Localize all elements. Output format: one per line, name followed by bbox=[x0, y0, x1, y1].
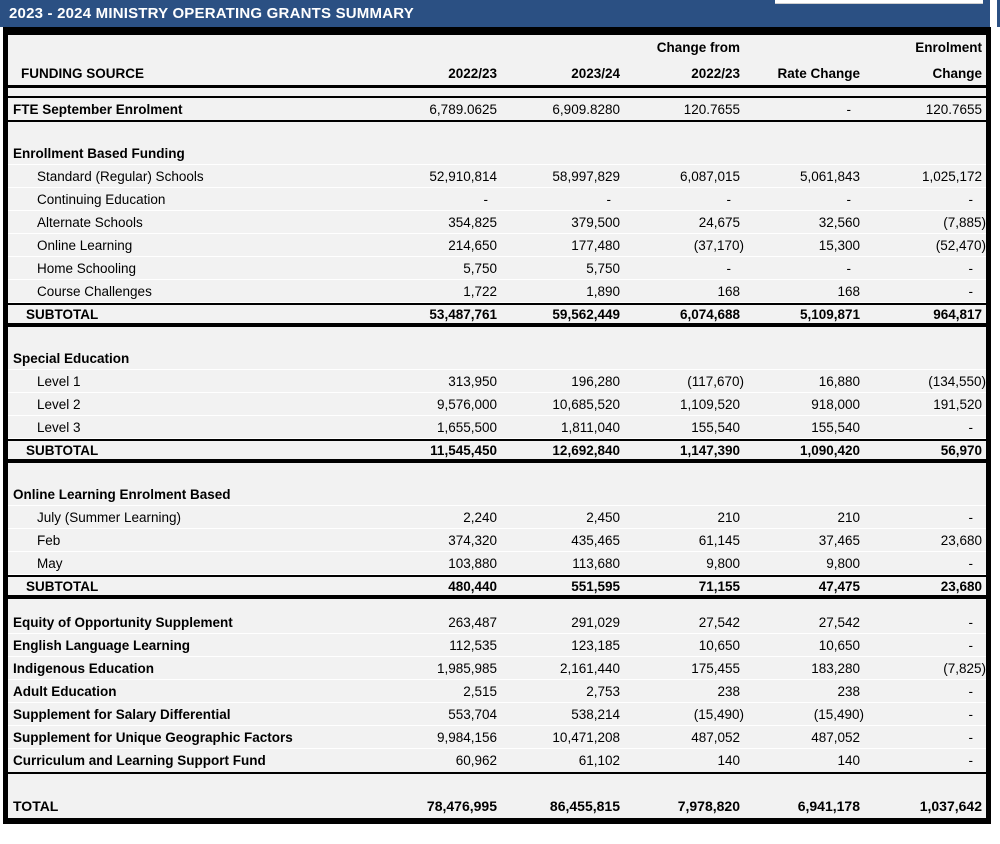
row-value: 487,052 bbox=[691, 729, 740, 745]
row-value: - bbox=[726, 260, 731, 276]
row-value: 964,817 bbox=[933, 306, 982, 322]
row-value: 177,480 bbox=[571, 237, 620, 253]
row-value: 2,240 bbox=[463, 509, 497, 525]
row-value: - bbox=[483, 191, 488, 207]
table-row bbox=[8, 575, 986, 599]
row-value: 538,214 bbox=[571, 706, 620, 722]
spacer-row bbox=[8, 327, 986, 347]
row-value: 10,650 bbox=[818, 637, 860, 653]
row-label: Enrollment Based Funding bbox=[13, 145, 185, 161]
row-label: Level 3 bbox=[37, 419, 81, 435]
row-value: 32,560 bbox=[818, 214, 860, 230]
row-value: 56,970 bbox=[940, 442, 982, 458]
row-value: 120.7655 bbox=[925, 101, 982, 117]
row-value: - bbox=[968, 260, 973, 276]
row-label: SUBTOTAL bbox=[26, 306, 99, 322]
page-title: 2023 - 2024 MINISTRY OPERATING GRANTS SUMMARY bbox=[9, 5, 414, 22]
row-value: - bbox=[968, 729, 973, 745]
row-value: 113,680 bbox=[572, 555, 620, 571]
row-value: 123,185 bbox=[571, 637, 620, 653]
row-value: (117,670) bbox=[687, 373, 744, 389]
row-value: 1,890 bbox=[586, 283, 620, 299]
row-value: - bbox=[846, 260, 851, 276]
row-value: 1,037,642 bbox=[919, 797, 982, 814]
row-value: 23,680 bbox=[940, 532, 982, 548]
row-value: 10,685,520 bbox=[552, 396, 620, 412]
row-label: FTE September Enrolment bbox=[13, 101, 183, 117]
table-row bbox=[8, 794, 986, 818]
row-value: (134,550) bbox=[928, 373, 986, 389]
row-value: 16,880 bbox=[818, 373, 860, 389]
row-value: 6,941,178 bbox=[797, 797, 860, 814]
row-value: - bbox=[968, 509, 973, 525]
row-value: 9,800 bbox=[826, 555, 860, 571]
row-value: 71,155 bbox=[698, 578, 740, 594]
row-label: Feb bbox=[37, 532, 61, 548]
header-blank bbox=[384, 40, 501, 61]
row-value: 155,540 bbox=[691, 419, 740, 435]
header-rate-change: Rate Change bbox=[777, 66, 860, 81]
row-value: (37,170) bbox=[693, 237, 744, 253]
row-value: 191,520 bbox=[933, 396, 982, 412]
row-value: 210 bbox=[717, 509, 740, 525]
row-value: 1,811,040 bbox=[560, 419, 620, 435]
row-value: 1,109,520 bbox=[679, 396, 740, 412]
table-row bbox=[8, 303, 986, 327]
row-label: Indigenous Education bbox=[13, 660, 154, 676]
table-row bbox=[8, 98, 986, 122]
row-value: 47,475 bbox=[818, 578, 860, 594]
row-value: (7,825) bbox=[943, 660, 986, 676]
header-enrolment-line1: Enrolment bbox=[915, 40, 982, 55]
row-value: - bbox=[968, 419, 973, 435]
row-value: 435,465 bbox=[571, 532, 620, 548]
row-label: SUBTOTAL bbox=[26, 442, 99, 458]
row-value: - bbox=[968, 555, 973, 571]
row-value: 155,540 bbox=[811, 419, 860, 435]
row-value: 1,090,420 bbox=[799, 442, 860, 458]
title-bar bbox=[0, 0, 990, 27]
row-value: 1,722 bbox=[463, 283, 497, 299]
row-value: (52,470) bbox=[935, 237, 986, 253]
header-row-top bbox=[8, 40, 986, 61]
row-label: Level 2 bbox=[37, 396, 81, 412]
row-value: 23,680 bbox=[940, 578, 982, 594]
table-row bbox=[8, 370, 986, 393]
row-value: 175,455 bbox=[691, 660, 740, 676]
row-value: 354,825 bbox=[448, 214, 497, 230]
row-value: - bbox=[968, 706, 973, 722]
row-value: - bbox=[846, 191, 851, 207]
table-row bbox=[8, 611, 986, 634]
row-value: 15,300 bbox=[818, 237, 860, 253]
row-value: 6,909.8280 bbox=[552, 101, 620, 117]
row-value: 58,997,829 bbox=[552, 168, 620, 184]
row-value: 37,465 bbox=[818, 532, 860, 548]
row-value: 10,650 bbox=[698, 637, 740, 653]
row-value: 6,789.0625 bbox=[429, 101, 497, 117]
row-value: 313,950 bbox=[448, 373, 497, 389]
table-row bbox=[8, 483, 986, 506]
table-row bbox=[8, 347, 986, 370]
row-value: 2,161,440 bbox=[559, 660, 620, 676]
row-label: Level 1 bbox=[37, 373, 81, 389]
row-value: (15,490) bbox=[813, 706, 864, 722]
table-row bbox=[8, 211, 986, 234]
row-value: 60,962 bbox=[455, 753, 497, 768]
row-value: (15,490) bbox=[693, 706, 744, 722]
row-value: 6,074,688 bbox=[679, 306, 740, 322]
spacer-row bbox=[8, 774, 986, 794]
table-row bbox=[8, 726, 986, 749]
row-value: 238 bbox=[837, 683, 860, 699]
row-value: 1,655,500 bbox=[436, 419, 497, 435]
row-value: 2,450 bbox=[586, 509, 620, 525]
row-value: 7,978,820 bbox=[677, 797, 740, 814]
row-value: 2,753 bbox=[586, 683, 620, 699]
row-value: - bbox=[846, 101, 851, 117]
row-value: 11,545,450 bbox=[430, 442, 497, 458]
cutoff-white-box bbox=[775, 0, 983, 4]
row-value: 112,535 bbox=[449, 637, 497, 653]
header-blank bbox=[8, 40, 384, 61]
header-row-bottom bbox=[8, 61, 986, 85]
row-label: Standard (Regular) Schools bbox=[37, 168, 204, 184]
row-value: 78,476,995 bbox=[426, 797, 497, 814]
table-row bbox=[8, 657, 986, 680]
row-value: 480,440 bbox=[448, 578, 497, 594]
row-value: 53,487,761 bbox=[429, 306, 497, 322]
table-row bbox=[8, 529, 986, 552]
row-value: 103,880 bbox=[448, 555, 497, 571]
table-row bbox=[8, 680, 986, 703]
row-value: 10,471,208 bbox=[552, 729, 620, 745]
table-row bbox=[8, 552, 986, 575]
row-value: 140 bbox=[717, 753, 740, 768]
row-value: 6,087,015 bbox=[679, 168, 740, 184]
row-value: 291,029 bbox=[571, 614, 620, 630]
row-value: 168 bbox=[717, 283, 740, 299]
row-label: TOTAL bbox=[13, 797, 59, 814]
table-row bbox=[8, 234, 986, 257]
row-value: - bbox=[726, 191, 731, 207]
row-value: 86,455,815 bbox=[549, 797, 620, 814]
header-spacer-row bbox=[8, 88, 986, 98]
row-value: 59,562,449 bbox=[552, 306, 620, 322]
row-label: Curriculum and Learning Support Fund bbox=[13, 753, 266, 768]
row-value: 27,542 bbox=[698, 614, 740, 630]
table-row bbox=[8, 188, 986, 211]
row-value: 5,061,843 bbox=[799, 168, 860, 184]
table-row bbox=[8, 634, 986, 657]
row-value: 379,500 bbox=[571, 214, 620, 230]
table-row bbox=[8, 142, 986, 165]
row-label: July (Summer Learning) bbox=[37, 509, 182, 525]
row-label: Adult Education bbox=[13, 683, 117, 699]
table-row bbox=[8, 280, 986, 303]
row-label: SUBTOTAL bbox=[26, 578, 99, 594]
table-body bbox=[8, 98, 986, 818]
table-row bbox=[8, 703, 986, 726]
row-value: - bbox=[968, 753, 973, 768]
row-value: 52,910,814 bbox=[429, 168, 497, 184]
table-header bbox=[8, 35, 986, 88]
header-blank bbox=[744, 40, 864, 61]
table-row bbox=[8, 393, 986, 416]
header-change-from-line2: 2022/23 bbox=[691, 66, 740, 81]
row-value: 918,000 bbox=[811, 396, 860, 412]
row-value: - bbox=[968, 637, 973, 653]
row-label: Online Learning bbox=[37, 237, 133, 253]
spacer-row bbox=[8, 599, 986, 611]
row-value: (7,885) bbox=[943, 214, 986, 230]
row-value: - bbox=[606, 191, 611, 207]
row-label: Supplement for Unique Geographic Factors bbox=[13, 729, 293, 745]
row-label: Equity of Opportunity Supplement bbox=[13, 614, 233, 630]
table-row bbox=[8, 439, 986, 463]
row-value: 1,025,172 bbox=[921, 168, 982, 184]
row-value: 9,984,156 bbox=[436, 729, 497, 745]
row-value: 24,675 bbox=[698, 214, 740, 230]
header-2023-24: 2023/24 bbox=[571, 66, 620, 81]
table-row bbox=[8, 165, 986, 188]
row-label: Online Learning Enrolment Based bbox=[13, 486, 231, 502]
row-value: 9,800 bbox=[706, 555, 740, 571]
row-label: Continuing Education bbox=[37, 191, 166, 207]
row-value: 263,487 bbox=[448, 614, 497, 630]
row-value: 374,320 bbox=[448, 532, 497, 548]
row-value: 196,280 bbox=[571, 373, 620, 389]
spacer-row bbox=[8, 463, 986, 483]
row-value: 2,515 bbox=[463, 683, 497, 699]
row-value: 183,280 bbox=[811, 660, 860, 676]
row-value: - bbox=[968, 683, 973, 699]
row-value: 168 bbox=[837, 283, 860, 299]
row-label: Alternate Schools bbox=[37, 214, 143, 230]
header-blank bbox=[501, 40, 624, 61]
table-row bbox=[8, 506, 986, 529]
header-change-from-line1: Change from bbox=[656, 40, 740, 55]
table-row bbox=[8, 749, 986, 774]
row-value: - bbox=[968, 283, 973, 299]
row-value: 12,692,840 bbox=[552, 442, 620, 458]
row-value: 551,595 bbox=[571, 578, 620, 594]
row-value: 27,542 bbox=[818, 614, 860, 630]
row-value: 487,052 bbox=[811, 729, 860, 745]
row-value: - bbox=[968, 614, 973, 630]
row-value: 5,109,871 bbox=[799, 306, 860, 322]
row-value: 238 bbox=[717, 683, 740, 699]
row-value: 61,102 bbox=[578, 753, 620, 768]
row-label: Course Challenges bbox=[37, 283, 152, 299]
row-value: 1,985,985 bbox=[436, 660, 497, 676]
row-value: 5,750 bbox=[586, 260, 620, 276]
row-value: 214,650 bbox=[448, 237, 497, 253]
spacer-row bbox=[8, 122, 986, 142]
row-value: 5,750 bbox=[463, 260, 497, 276]
row-label: May bbox=[37, 555, 63, 571]
row-value: - bbox=[968, 191, 973, 207]
row-value: 210 bbox=[837, 509, 860, 525]
row-value: 9,576,000 bbox=[436, 396, 497, 412]
header-2022-23: 2022/23 bbox=[448, 66, 497, 81]
row-label: Supplement for Salary Differential bbox=[13, 706, 231, 722]
row-value: 553,704 bbox=[448, 706, 497, 722]
row-label: Special Education bbox=[13, 350, 130, 366]
row-value: 140 bbox=[837, 753, 860, 768]
table-row bbox=[8, 257, 986, 280]
row-label: Home Schooling bbox=[37, 260, 137, 276]
row-value: 1,147,390 bbox=[679, 442, 740, 458]
header-funding-source: FUNDING SOURCE bbox=[21, 66, 145, 81]
row-label: English Language Learning bbox=[13, 637, 191, 653]
row-value: 120.7655 bbox=[683, 101, 740, 117]
table-row bbox=[8, 416, 986, 439]
header-enrolment-change-line2: Change bbox=[932, 66, 982, 81]
row-value: 61,145 bbox=[698, 532, 740, 548]
grants-summary-table bbox=[3, 27, 991, 824]
